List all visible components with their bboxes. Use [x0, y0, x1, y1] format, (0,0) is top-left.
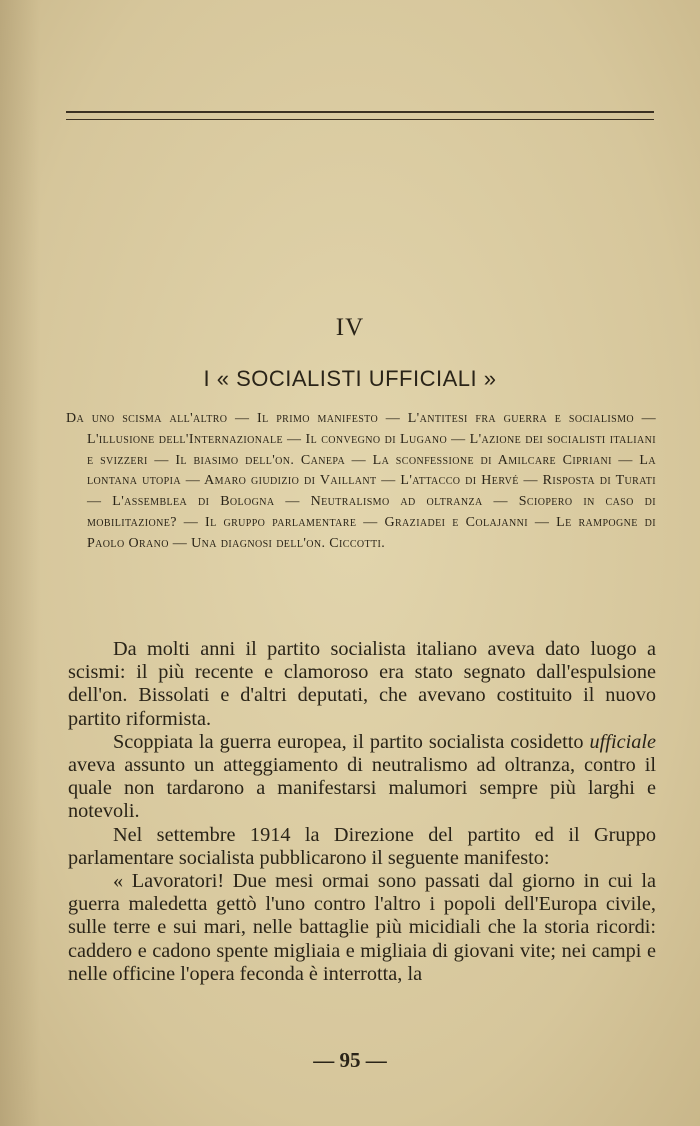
- body-paragraph-2-start: Scoppiata la guerra europea, il partito socialista cosidetto: [113, 730, 590, 753]
- page-number: — 95 —: [313, 1048, 387, 1072]
- header-rule-thin: [66, 119, 654, 120]
- body-paragraph-2-end: aveva assunto un atteggiamento di neutralismo ad oltranza, contro il quale non tardarono a manifestarsi malumori sempre più larghi e notevoli.: [68, 754, 656, 823]
- header-rule-thick: [66, 111, 654, 113]
- body-paragraph-1: Da molti anni il partito socialista italiano aveva dato luogo a scismi: il più recente e clamoroso era stato segnato dall'espulsione dell'on. Bissolati e d'altri deputati, che avevano costituito il nuovo partito riformista.: [68, 638, 656, 730]
- body-paragraph-4: « Lavoratori! Due mesi ormai sono passati dal giorno in cui la guerra maledetta gettò l'uno contro l'altro i popoli dell'Europa civile, sulle terre e sui mari, nelle battaglie più micidiali che la storia ricordi: caddero e cadono spente migliaia e migliaia di giovani vite; nei campi e nelle officine l'opera feconda è interrotta, la: [68, 870, 656, 985]
- chapter-summary: [66, 409, 656, 555]
- body-paragraph-3: Nel settembre 1914 la Direzione del partito ed il Gruppo parlamentare socialista pubblicarono il seguente manifesto:: [68, 823, 656, 869]
- chapter-title: I « SOCIALISTI UFFICIALI »: [203, 366, 497, 391]
- chapter-number: IV: [335, 314, 365, 341]
- body-paragraph-2: [68, 731, 656, 824]
- body-text: [68, 638, 656, 986]
- chapter-summary-text: Da uno scisma all'altro — Il primo manifesto — L'antitesi fra guerra e socialismo — L'illusione dell'Internazionale — Il convegno di Lugano — L'azione dei socialisti italiani e svizzeri — Il biasimo dell'on. Canepa — La sconfessione di Amilcare Cipriani — La lontana utopia — Amaro giudizio di Vaillant — L'attacco di Hervé — Risposta di Turati — L'assemblea di Bologna — Neutralismo ad oltranza — Sciopero in caso di mobilitazione? — Il gruppo parlamentare — Graziadei e Colajanni — Le rampogne di Paolo Orano — Una diagnosi dell'on. Ciccotti.: [66, 411, 656, 551]
- page-gutter-shadow: [0, 0, 40, 1126]
- body-paragraph-2-italic: ufficiale: [589, 730, 656, 753]
